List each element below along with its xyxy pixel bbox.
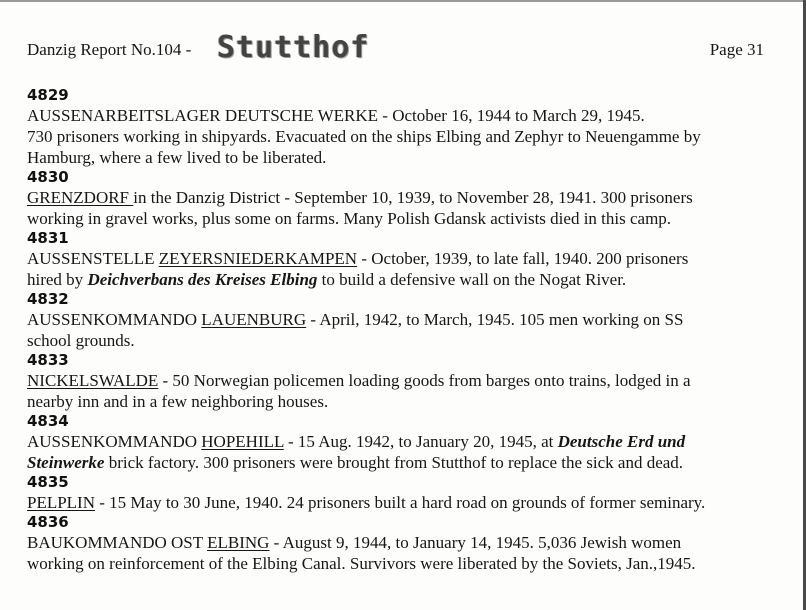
entry-text: in the Danzig District - September 10, 1939, to November 28, 1941. 300 prisoners [133, 188, 693, 207]
employer-name: Deichverbans des Kreises Elbing [87, 270, 318, 289]
entry-line: 730 prisoners working in shipyards. Evacuated on the ships Elbing and Zephyr to Neuengamme by [27, 127, 701, 146]
entry-line [27, 370, 775, 391]
entry-text: - October 16, 1944 to March 29, 1945. [378, 106, 645, 125]
camp-name: PELPLIN [27, 493, 95, 512]
camp-prefix: AUSSENKOMMANDO [27, 310, 202, 329]
entry-number: 4833 [27, 351, 69, 369]
report-title: Danzig Report No.104 - [27, 40, 192, 59]
entry-line [27, 309, 775, 330]
stutthof-stamp: Stutthof [217, 30, 370, 65]
entry-line [27, 492, 775, 513]
camp-prefix: AUSSENKOMMANDO [27, 432, 202, 451]
camp-name: AUSSENARBEITSLAGER DEUTSCHE WERKE [27, 106, 379, 125]
entry-4831 [27, 229, 775, 290]
entry-4833 [27, 351, 775, 412]
page-header [27, 30, 771, 70]
camp-name: LAUENBURG [201, 310, 307, 329]
entry-line [27, 187, 775, 208]
entry-4832 [27, 290, 775, 351]
camp-prefix: AUSSENSTELLE [27, 249, 159, 268]
entry-list [27, 86, 775, 574]
entry-number: 4834 [27, 412, 69, 430]
entry-number: 4835 [27, 473, 69, 491]
entry-text: - August 9, 1944, to January 14, 1945. 5,036 Jewish women [269, 533, 682, 552]
employer-name: Deutsche Erd und [557, 432, 686, 451]
entry-text: - 15 May to 30 June, 1940. 24 prisoners built a hard road on grounds of former seminary. [95, 493, 706, 512]
entry-text: - 15 Aug. 1942, to January 20, 1945, at [283, 432, 558, 451]
entry-text: - April, 1942, to March, 1945. 105 men working on SS [306, 310, 684, 329]
camp-prefix: BAUKOMMANDO OST [27, 533, 208, 552]
entry-text: hired by [27, 270, 88, 289]
entry-line: working on reinforcement of the Elbing Canal. Survivors were liberated by the Soviets, Jan.,1945. [27, 554, 696, 573]
entry-line: working in gravel works, plus some on farms. Many Polish Gdansk activists died in this camp. [27, 209, 672, 228]
entry-line [27, 431, 775, 452]
entry-number: 4836 [27, 513, 69, 531]
entry-line [27, 248, 775, 269]
entry-4830 [27, 168, 775, 229]
entry-line [27, 269, 775, 290]
entry-text: - October, 1939, to late fall, 1940. 200 prisoners [357, 249, 689, 268]
entry-4835 [27, 473, 775, 513]
entry-line: Hamburg, where a few lived to be liberated. [27, 148, 327, 167]
entry-4834 [27, 412, 775, 473]
entry-text: to build a defensive wall on the Nogat River. [317, 270, 627, 289]
camp-name: NICKELSWALDE [27, 371, 159, 390]
entry-number: 4830 [27, 168, 69, 186]
entry-number: 4831 [27, 229, 69, 247]
employer-name: Steinwerke [27, 453, 105, 472]
entry-line: nearby inn and in a few neighboring houses. [27, 392, 329, 411]
entry-line [27, 452, 775, 473]
entry-number: 4829 [27, 86, 69, 104]
scan-edge-top [0, 0, 806, 2]
entry-line [27, 532, 775, 553]
entry-text: brick factory. 300 prisoners were brought from Stutthof to replace the sick and dead. [104, 453, 684, 472]
camp-name: ZEYERSNIEDERKAMPEN [158, 249, 358, 268]
entry-number: 4832 [27, 290, 69, 308]
camp-name: GRENZDORF [27, 188, 134, 207]
camp-name: ELBING [207, 533, 270, 552]
entry-4829 [27, 86, 775, 168]
page-number: Page 31 [709, 40, 764, 59]
entry-line [27, 105, 775, 126]
camp-name: HOPEHILL [201, 432, 284, 451]
entry-text: - 50 Norwegian policemen loading goods from barges onto trains, lodged in a [158, 371, 691, 390]
entry-4836 [27, 513, 775, 574]
entry-line: school grounds. [27, 331, 135, 350]
